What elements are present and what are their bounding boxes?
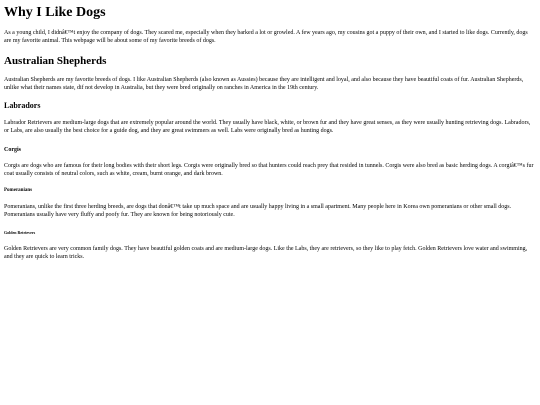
section-text-labradors: Labrador Retrievers are medium-large dogs that are extremely popular around the world. They usually have black, white, or brown fur and they have great senses, as they were usually hunting retrieving dogs. Labradors, or Labs, are also usually the best choice for a guide dog, and they are great swimmers as well. Labs were originally bred as hunting dogs. [4,120,531,134]
section-heading-corgis: Corgis [4,147,21,153]
section-heading-australian-shepherds: Australian Shepherds [4,55,107,67]
page-title: Why I Like Dogs [4,5,106,20]
section-heading-pomeranians: Pomeranians [4,188,33,193]
section-text-corgis: Corgis are dogs who are famous for their long bodies with their short legs. Corgis were originally bred so that hunters could reach prey that resided in tunnels. Corgis were also bred as basic herding dogs. A corgiâ€™s fur coat usually consists of neutral colors, such as white, cream, burnt orange, and dark brown. [4,163,534,177]
section-text-australian-shepherds: Australian Shepherds are my favorite breeds of dogs. I like Australian Shepherds (also known as Aussies) because they are intelligent and loyal, and also because they have beautiful coats of fur. Australian Shepherds, unlike what their names state, dif not develop in Australia, but they were bred originally on ranches in America in the 19th century. [4,77,524,91]
section-text-pomeranians: Pomeranians, unlike the first three herding breeds, are dogs that donâ€™t take up much space and are usually happy living in a small apartment. Many people here in Korea own pomeranians or other small dogs. Pomeranians usually have very fluffy and poofy fur. They are known for being notoriously cute. [4,204,512,218]
section-text-golden-retrievers: Golden Retrievers are very common family dogs. They have beautiful golden coats and are medium-large dogs. Like the Labs, they are retrievers, so they like to play fetch. Golden Retrievers love water and swimming, and they are quick to learn tricks. [4,246,528,260]
section-heading-golden-retrievers: Golden Retrievers [4,230,36,235]
intro-paragraph: As a young child, I didnâ€™t enjoy the company of dogs. They scared me, especially when they barked a lot or growled. A few years ago, my cousins got a puppy of their own, and I started to like dogs. Currently, dogs are my favorite animal. This webpage will be about some of my favorite breeds of dogs. [4,30,528,44]
section-heading-labradors: Labradors [4,101,41,110]
